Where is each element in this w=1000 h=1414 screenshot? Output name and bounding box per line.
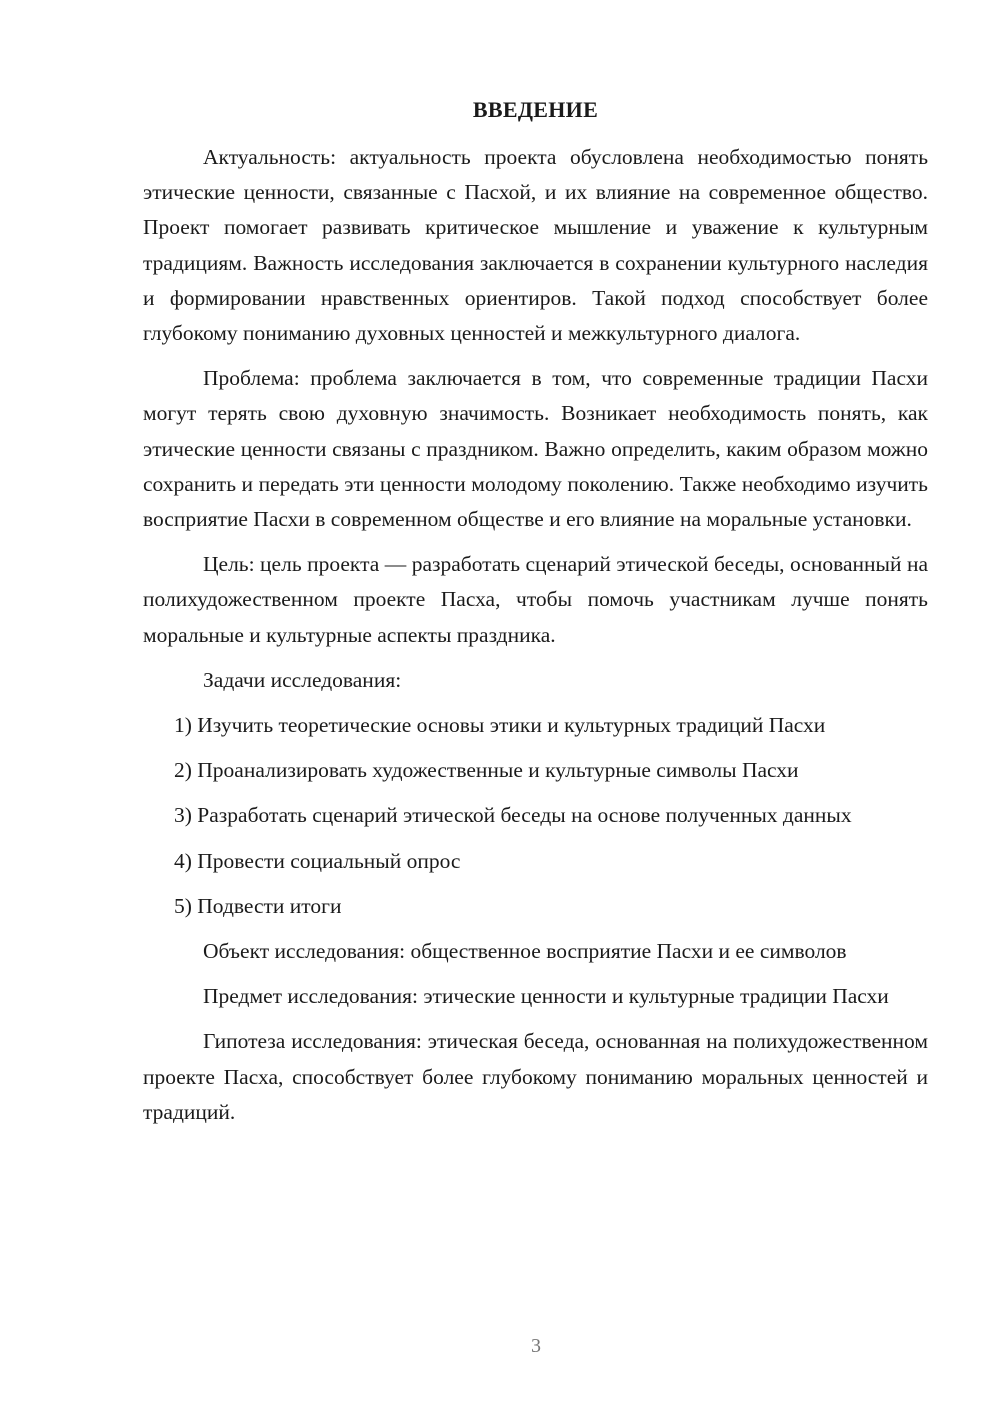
subject-paragraph: Предмет исследования: этические ценности и культурные традиции Пасхи (203, 984, 889, 1009)
page-title: ВВЕДЕНИЕ (472, 97, 599, 122)
problem-paragraph: Проблема: проблема заключается в том, что современные традиции Пасхи могут терять свою духовную значимость. Возникает необходимость понять, как этические ценности связаны с праздником. Важно определить, каким образом можно сохранить и передать эти ценности молодому поколению. Также необходимо изучить восприятие Пасхи в современном обществе и его влияние на моральные установки. (143, 366, 928, 532)
page-number: 3 (531, 1335, 541, 1357)
list-item: 4) Провести социальный опрос (174, 848, 461, 873)
hypothesis-paragraph: Гипотеза исследования: этическая беседа, основанная на полихудожественном проекте Пасха, способствует более глубокому пониманию моральных ценностей и традиций. (143, 1029, 928, 1124)
object-paragraph: Объект исследования: общественное восприятие Пасхи и ее символов (203, 939, 847, 964)
list-item: 2) Проанализировать художественные и культурные символы Пасхи (174, 758, 799, 783)
list-item: 3) Разработать сценарий этической беседы на основе полученных данных (174, 803, 852, 828)
list-item: 5) Подвести итоги (174, 893, 342, 918)
tasks-list (143, 708, 928, 924)
list-item: 1) Изучить теоретические основы этики и культурных традиций Пасхи (174, 713, 826, 738)
document-page (143, 95, 928, 1140)
tasks-heading: Задачи исследования: (203, 667, 402, 692)
goal-paragraph: Цель: цель проекта — разработать сценарий этической беседы, основанный на полихудожественном проекте Пасха, чтобы помочь участникам лучше понять моральные и культурные аспекты праздника. (143, 552, 928, 647)
relevance-paragraph: Актуальность: актуальность проекта обусловлена необходимостью понять этические ценности, связанные с Пасхой, и их влияние на современное общество. Проект помогает развивать критическое мышление и уважение к культурным традициям. Важность исследования заключается в сохранении культурного наследия и формировании нравственных ориентиров. Такой подход способствует более глубокому пониманию духовных ценностей и межкультурного диалога. (143, 145, 928, 346)
